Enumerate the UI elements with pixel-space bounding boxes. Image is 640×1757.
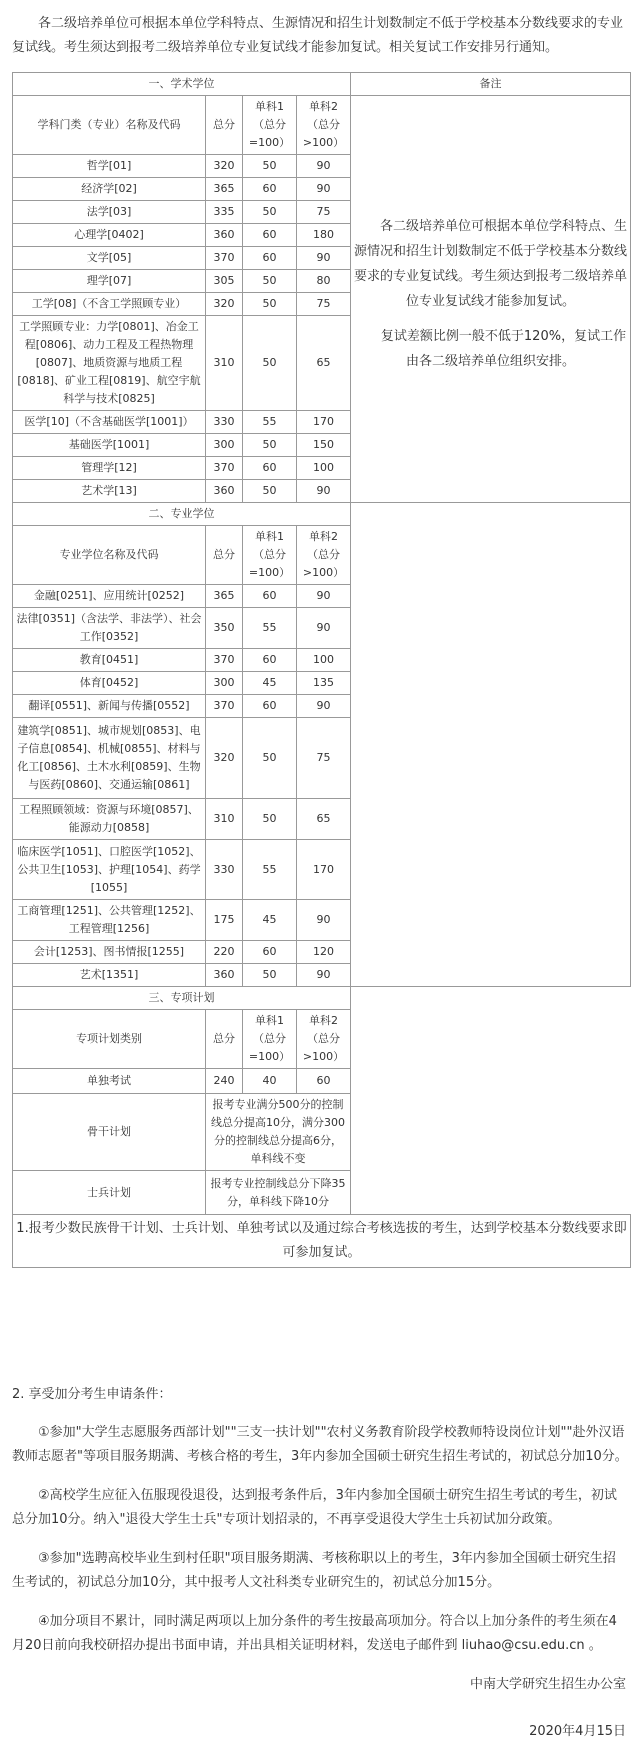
row-single1: 55	[243, 840, 297, 900]
row-rule: 报考专业控制线总分下降35分，单科线下降10分	[206, 1171, 351, 1215]
row-single1: 45	[243, 672, 297, 695]
row-single2: 90	[297, 964, 351, 987]
row-single1: 50	[243, 964, 297, 987]
row-single2: 90	[297, 608, 351, 649]
conditions-title: 2. 享受加分考生申请条件：	[12, 1387, 172, 1402]
row-single2: 100	[297, 649, 351, 672]
row-name: 艺术学[13]	[13, 480, 206, 503]
row-single2: 135	[297, 672, 351, 695]
row-single2: 75	[297, 201, 351, 224]
section2-body	[13, 503, 631, 987]
row-single2: 90	[297, 585, 351, 608]
row-total: 370	[206, 247, 243, 270]
header-single1: 单科1（总分=100）	[243, 526, 297, 585]
row-single2: 75	[297, 718, 351, 799]
row-single2: 90	[297, 480, 351, 503]
row-total: 360	[206, 224, 243, 247]
header-total: 总分	[206, 96, 243, 155]
row-single1: 50	[243, 270, 297, 293]
row-name: 文学[05]	[13, 247, 206, 270]
row-name: 工学[08]（不含工学照顾专业）	[13, 293, 206, 316]
row-name: 士兵计划	[13, 1171, 206, 1215]
row-name: 工学照顾专业：力学[0801]、冶金工程[0806]、动力工程及工程热物理[0807]、地质资源与地质工程[0818]、矿业工程[0819]、航空宇航科学与技术[0825]	[13, 316, 206, 411]
row-single1: 50	[243, 293, 297, 316]
row-single1: 60	[243, 224, 297, 247]
row-total: 175	[206, 900, 243, 941]
row-single1: 45	[243, 900, 297, 941]
row-total: 335	[206, 201, 243, 224]
row-single1: 60	[243, 649, 297, 672]
row-single2: 150	[297, 434, 351, 457]
row-name: 哲学[01]	[13, 155, 206, 178]
row-total: 220	[206, 941, 243, 964]
row-single2: 170	[297, 840, 351, 900]
row-total: 305	[206, 270, 243, 293]
header-total: 总分	[206, 526, 243, 585]
condition-1: ①参加"大学生志愿服务西部计划""三支一扶计划""农村义务教育阶段学校教师特设岗位计划""赴外汉语教师志愿者"等项目服务期满、考核合格的考生，3年内参加全国硕士研究生招生考试的，初试总分加10分。	[12, 1425, 628, 1464]
note-header: 备注	[351, 73, 631, 96]
date: 2020年4月15日	[529, 1724, 626, 1739]
header-single1: 单科1（总分=100）	[243, 1010, 297, 1069]
row-name: 教育[0451]	[13, 649, 206, 672]
header-name: 专项计划类别	[13, 1010, 206, 1069]
row-single2: 170	[297, 411, 351, 434]
row-single2: 90	[297, 247, 351, 270]
row-single2: 80	[297, 270, 351, 293]
row-total: 330	[206, 840, 243, 900]
row-name: 建筑学[0851]、城市规划[0853]、电子信息[0854]、机械[0855]、材料与化工[0856]、土木水利[0859]、生物与医药[0860]、交通运输[0861]	[13, 718, 206, 799]
row-total: 370	[206, 457, 243, 480]
row-name: 管理学[12]	[13, 457, 206, 480]
row-single1: 60	[243, 457, 297, 480]
note-blank	[351, 503, 631, 987]
header-single2: 单科2（总分>100）	[297, 96, 351, 155]
row-single1: 55	[243, 411, 297, 434]
row-name: 骨干计划	[13, 1094, 206, 1171]
row-single1: 60	[243, 695, 297, 718]
row-name: 法律[0351]（含法学、非法学）、社会工作[0352]	[13, 608, 206, 649]
condition-3: ③参加"选聘高校毕业生到村任职"项目服务期满、考核称职以上的考生，3年内参加全国硕士研究生招生考试的，初试总分加10分，其中报考人文社科类专业研究生的，初试总分加15分。	[12, 1551, 616, 1590]
row-name: 心理学[0402]	[13, 224, 206, 247]
row-total: 350	[206, 608, 243, 649]
row-name: 体育[0452]	[13, 672, 206, 695]
header-name: 专业学位名称及代码	[13, 526, 206, 585]
row-total: 320	[206, 293, 243, 316]
condition-2: ②高校学生应征入伍服现役退役，达到报考条件后，3年内参加全国硕士研究生招生考试的考生，初试总分加10分。纳入"退役大学生士兵"专项计划招录的，不再享受退役大学生士兵初试加分政策。	[12, 1488, 617, 1527]
signature: 中南大学研究生招生办公室	[469, 1677, 626, 1692]
row-name: 基础医学[1001]	[13, 434, 206, 457]
row-name: 理学[07]	[13, 270, 206, 293]
row-name: 工程照顾领域：资源与环境[0857]、能源动力[0858]	[13, 799, 206, 840]
row-single2: 65	[297, 316, 351, 411]
section3-title: 三、专项计划	[13, 987, 351, 1010]
row-single1: 50	[243, 799, 297, 840]
row-single2: 90	[297, 155, 351, 178]
row-total: 310	[206, 316, 243, 411]
row-single1: 60	[243, 178, 297, 201]
row-single2: 180	[297, 224, 351, 247]
section1-body	[13, 73, 631, 503]
row-single2: 90	[297, 695, 351, 718]
row-single2: 65	[297, 799, 351, 840]
row-name: 经济学[02]	[13, 178, 206, 201]
row-total: 330	[206, 411, 243, 434]
row-total: 360	[206, 480, 243, 503]
row-single2: 100	[297, 457, 351, 480]
row-single1: 40	[243, 1069, 297, 1094]
row-single1: 50	[243, 201, 297, 224]
row-single1: 55	[243, 608, 297, 649]
header-single2: 单科2（总分>100）	[297, 526, 351, 585]
row-name: 工商管理[1251]、公共管理[1252]、工程管理[1256]	[13, 900, 206, 941]
row-single2: 75	[297, 293, 351, 316]
row-name: 艺术[1351]	[13, 964, 206, 987]
row-total: 370	[206, 649, 243, 672]
section2-title: 二、专业学位	[13, 503, 351, 526]
row-total: 320	[206, 718, 243, 799]
header-single2: 单科2（总分>100）	[297, 1010, 351, 1069]
row-single2: 90	[297, 900, 351, 941]
row-name: 法学[03]	[13, 201, 206, 224]
row-single1: 50	[243, 434, 297, 457]
row-single1: 60	[243, 585, 297, 608]
row-name: 医学[10]（不含基础医学[1001]）	[13, 411, 206, 434]
intro-paragraph: 各二级培养单位可根据本单位学科特点、生源情况和招生计划数制定不低于学校基本分数线要求的专业复试线。考生须达到报考二级培养单位专业复试线才能参加复试。相关复试工作安排另行通知。	[12, 16, 624, 55]
row-total: 300	[206, 672, 243, 695]
row-total: 365	[206, 178, 243, 201]
row-name: 临床医学[1051]、口腔医学[1052]、公共卫生[1053]、护理[1054]、药学[1055]	[13, 840, 206, 900]
section3-body	[13, 987, 631, 1268]
row-total: 370	[206, 695, 243, 718]
footnote-1: 1.报考少数民族骨干计划、士兵计划、单独考试以及通过综合考核选拔的考生，达到学校基本分数线要求即可参加复试。	[13, 1215, 631, 1268]
row-single1: 50	[243, 155, 297, 178]
row-single1: 60	[243, 247, 297, 270]
score-table	[12, 72, 631, 1268]
header-name: 学科门类（专业）名称及代码	[13, 96, 206, 155]
row-single2: 60	[297, 1069, 351, 1094]
row-single1: 60	[243, 941, 297, 964]
note-paragraph-2: 复试差额比例一般不低于120%，复试工作由各二级培养单位组织安排。	[380, 329, 627, 369]
row-total: 310	[206, 799, 243, 840]
row-total: 365	[206, 585, 243, 608]
section1-title: 一、学术学位	[13, 73, 351, 96]
row-total: 360	[206, 964, 243, 987]
row-rule: 报考专业满分500分的控制线总分提高10分，满分300分的控制线总分提高6分，单科线不变	[206, 1094, 351, 1171]
row-single2: 120	[297, 941, 351, 964]
row-total: 320	[206, 155, 243, 178]
row-single1: 50	[243, 480, 297, 503]
row-name: 翻译[0551]、新闻与传播[0552]	[13, 695, 206, 718]
row-name: 金融[0251]、应用统计[0252]	[13, 585, 206, 608]
row-single1: 50	[243, 316, 297, 411]
row-single2: 90	[297, 178, 351, 201]
note-cell	[351, 96, 631, 503]
header-total: 总分	[206, 1010, 243, 1069]
row-total: 300	[206, 434, 243, 457]
condition-4: ④加分项目不累计，同时满足两项以上加分条件的考生按最高项加分。符合以上加分条件的考生须在4月20日前向我校研招办提出书面申请，并出具相关证明材料，发送电子邮件到 liuhao@csu.edu.cn 。	[12, 1614, 617, 1653]
row-total: 240	[206, 1069, 243, 1094]
row-single1: 50	[243, 718, 297, 799]
header-single1: 单科1（总分=100）	[243, 96, 297, 155]
row-name: 会计[1253]、图书情报[1255]	[13, 941, 206, 964]
row-name: 单独考试	[13, 1069, 206, 1094]
note-paragraph-1: 各二级培养单位可根据本单位学科特点、生源情况和招生计划数制定不低于学校基本分数线要求的专业复试线。考生须达到报考二级培养单位专业复试线才能参加复试。	[354, 219, 628, 309]
